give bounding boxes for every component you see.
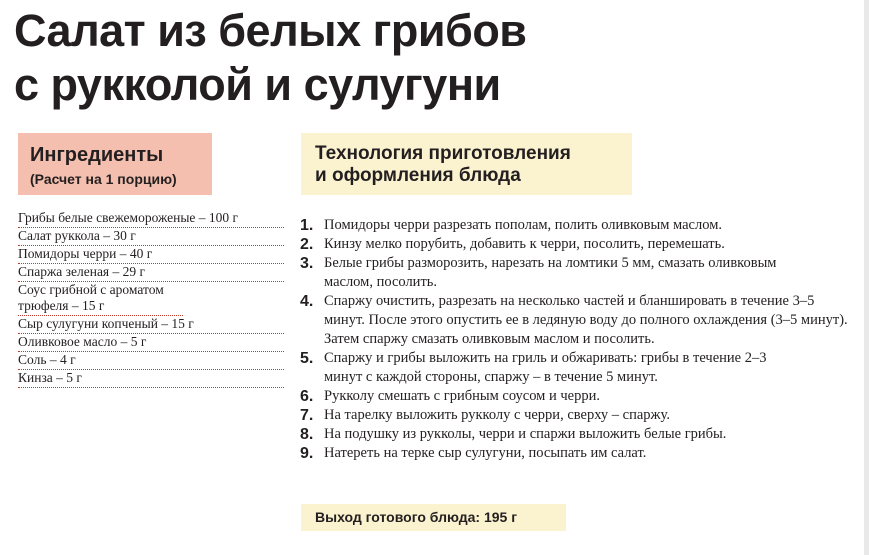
ingredient-item: Салат руккола – 30 г — [18, 228, 284, 246]
step-number: 4. — [300, 293, 314, 310]
step-item — [300, 406, 840, 425]
step-number: 9. — [300, 445, 314, 462]
step-number: 5. — [300, 350, 314, 367]
ingredient-item: Сыр сулугуни копченый – 15 г — [18, 316, 284, 334]
ingredient-item: Грибы белые свежемороженые – 100 г — [18, 210, 284, 228]
step-item — [300, 444, 840, 463]
step-item — [300, 425, 840, 444]
title-line-1: Салат из белых грибов — [14, 5, 527, 56]
ingredient-item: Кинза – 5 г — [18, 370, 284, 388]
step-text: На тарелку выложить рукколу с черри, сверху – спаржу. — [324, 407, 670, 423]
step-item — [300, 349, 789, 387]
page-title — [14, 4, 526, 112]
yield-box: Выход готового блюда: 195 г — [301, 504, 566, 531]
step-item — [300, 254, 829, 292]
ingredients-header — [18, 133, 212, 195]
step-number: 2. — [300, 236, 314, 253]
ingredient-item: Помидоры черри – 40 г — [18, 246, 284, 264]
technology-heading-line-1: Технология приготовления — [315, 143, 571, 164]
ingredients-subheading: (Расчет на 1 порцию) — [30, 171, 177, 187]
step-number: 1. — [300, 217, 314, 234]
step-text: Помидоры черри разрезать пополам, полить оливковым маслом. — [324, 217, 722, 233]
ingredients-list — [18, 210, 284, 388]
title-line-2: с рукколой и сулугуни — [14, 59, 501, 110]
ingredient-item: Соль – 4 г — [18, 352, 284, 370]
step-item — [300, 216, 840, 235]
step-text: На подушку из рукколы, черри и спаржи выложить белые грибы. — [324, 426, 727, 442]
step-text: Натереть на терке сыр сулугуни, посыпать им салат. — [324, 445, 647, 461]
steps-list — [300, 216, 848, 463]
step-item — [300, 292, 849, 349]
step-number: 3. — [300, 255, 314, 272]
ingredient-item: Оливковое масло – 5 г — [18, 334, 284, 352]
technology-header — [301, 133, 632, 195]
ingredient-item: Соус грибной с ароматом трюфеля – 15 г — [18, 282, 183, 316]
ingredients-heading: Ингредиенты — [30, 144, 164, 166]
ingredient-item: Спаржа зеленая – 29 г — [18, 264, 284, 282]
step-text: Белые грибы разморозить, нарезать на ломтики 5 мм, смазать оливковым маслом, посолить. — [324, 255, 777, 290]
step-text: Рукколу смешать с грибным соусом и черри. — [324, 388, 600, 404]
step-item — [300, 235, 840, 254]
step-number: 6. — [300, 388, 314, 405]
step-item — [300, 387, 840, 406]
step-text: Спаржу очистить, разрезать на несколько частей и бланшировать в течение 3–5 минут. После этого опустить ее в ледяную воду до полного охлаждения (3–5 минут). Затем спаржу смазать оливковым маслом и посолить. — [324, 293, 848, 347]
step-text: Спаржу и грибы выложить на гриль и обжаривать: грибы в течение 2–3 минут с каждой стороны, спаржу – в течение 5 минут. — [324, 350, 767, 385]
technology-heading-line-2: и оформления блюда — [315, 165, 521, 186]
page-edge — [864, 0, 869, 555]
step-text: Кинзу мелко порубить, добавить к черри, посолить, перемешать. — [324, 236, 725, 252]
step-number: 8. — [300, 426, 314, 443]
step-number: 7. — [300, 407, 314, 424]
